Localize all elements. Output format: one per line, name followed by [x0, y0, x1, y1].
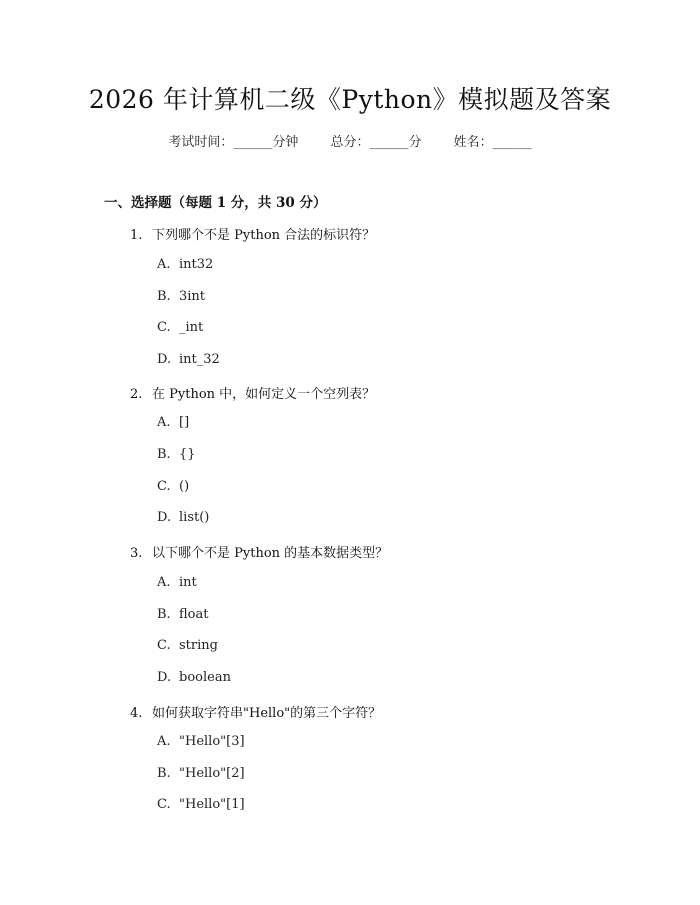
option-text: int [179, 575, 197, 590]
option-letter: B. [157, 447, 171, 462]
student-name-field: 姓名：______ [453, 135, 532, 150]
q3-option-a [157, 575, 197, 590]
q3-option-c [157, 638, 218, 653]
option-letter: A. [157, 415, 171, 430]
question-number: 4. [130, 706, 143, 721]
option-text: string [179, 638, 218, 653]
question-4 [130, 702, 381, 721]
question-2 [130, 383, 375, 402]
q2-option-c [157, 479, 189, 494]
q2-option-d [157, 510, 209, 525]
option-text: "Hello"[1] [179, 797, 245, 812]
q1-option-a [157, 257, 213, 272]
exam-info-line [0, 131, 700, 150]
q4-option-b [157, 766, 245, 781]
question-text: 在 Python 中，如何定义一个空列表？ [152, 387, 376, 402]
q2-option-b [157, 447, 196, 462]
option-letter: A. [157, 257, 171, 272]
option-text: list() [179, 510, 210, 525]
option-text: boolean [179, 670, 231, 685]
option-text: {} [179, 447, 196, 462]
option-letter: D. [157, 510, 172, 525]
question-text: 如何获取字符串"Hello"的第三个字符？ [152, 706, 382, 721]
q2-option-a [157, 415, 189, 430]
q1-option-b [157, 289, 205, 304]
q3-option-b [157, 607, 208, 622]
option-text: int32 [179, 257, 214, 272]
q1-option-c [157, 320, 203, 335]
option-letter: C. [157, 320, 171, 335]
option-letter: D. [157, 670, 172, 685]
q4-option-c [157, 797, 245, 812]
option-text: () [179, 479, 190, 494]
option-text: "Hello"[2] [179, 766, 245, 781]
q4-option-a [157, 734, 245, 749]
exam-time-field: 考试时间：______分钟 [168, 135, 299, 150]
option-letter: A. [157, 575, 171, 590]
question-number: 3. [130, 546, 143, 561]
option-text: float [179, 607, 209, 622]
q1-option-d [157, 352, 220, 367]
option-letter: D. [157, 352, 172, 367]
option-letter: B. [157, 289, 171, 304]
section-heading: 一、选择题（每题 1 分，共 30 分） [104, 195, 327, 211]
option-letter: B. [157, 766, 171, 781]
question-1 [130, 224, 375, 243]
option-letter: A. [157, 734, 171, 749]
document-title: 2026 年计算机二级《Python》模拟题及答案 [88, 85, 612, 114]
option-text: 3int [179, 289, 206, 304]
total-score-field: 总分：______分 [330, 135, 422, 150]
question-text: 下列哪个不是 Python 合法的标识符？ [152, 228, 376, 243]
question-number: 1. [130, 228, 143, 243]
option-text: "Hello"[3] [179, 734, 245, 749]
option-letter: C. [157, 638, 171, 653]
q3-option-d [157, 670, 231, 685]
question-text: 以下哪个不是 Python 的基本数据类型？ [152, 546, 389, 561]
option-letter: C. [157, 479, 171, 494]
option-text: int_32 [179, 352, 220, 367]
question-number: 2. [130, 387, 143, 402]
option-text: [] [179, 415, 190, 430]
option-letter: C. [157, 797, 171, 812]
option-letter: B. [157, 607, 171, 622]
option-text: _int [179, 320, 204, 335]
question-3 [130, 542, 388, 561]
